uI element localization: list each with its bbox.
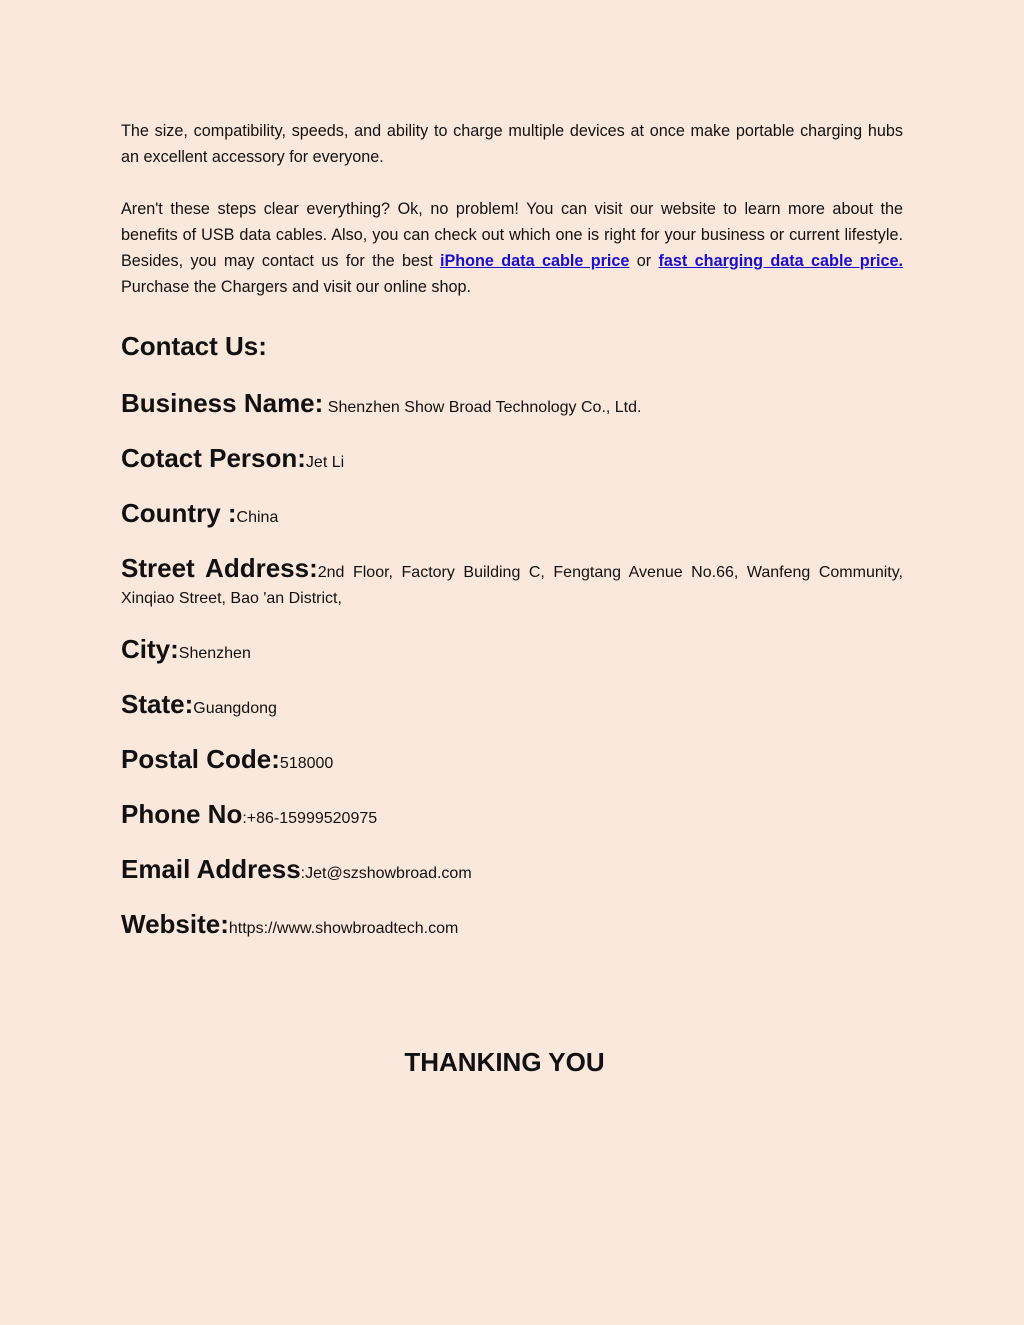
postal-code-field	[121, 742, 903, 777]
country-value: China	[236, 509, 279, 526]
phone-field	[121, 797, 903, 832]
state-value: Guangdong	[193, 700, 277, 717]
fast-charging-cable-price-link[interactable]: fast charging data cable price.	[658, 252, 903, 270]
street-address-field	[121, 551, 903, 612]
city-label: City:	[121, 634, 179, 664]
website-value: https://www.showbroadtech.com	[228, 920, 459, 937]
state-field	[121, 687, 903, 722]
intro-paragraph: The size, compatibility, speeds, and ability to charge multiple devices at once make portable charging hubs an excellent accessory for everyone.	[121, 122, 903, 166]
email-label: Email Address	[121, 854, 301, 884]
website-label: Website:	[121, 909, 229, 939]
contact-us-heading: Contact Us:	[121, 331, 267, 361]
city-field	[121, 632, 903, 667]
email-field	[121, 852, 903, 887]
postal-code-label: Postal Code:	[121, 744, 280, 774]
country-field	[121, 496, 903, 531]
thanking-you-heading: THANKING YOU	[404, 1047, 605, 1077]
phone-value: :+86-15999520975	[242, 810, 378, 827]
contact-paragraph	[121, 196, 903, 300]
website-field	[121, 907, 903, 942]
contact-person-value: Jet Li	[305, 454, 345, 471]
business-name-field	[121, 386, 903, 421]
street-address-label: Street Address:	[121, 553, 318, 583]
street-address-value: 2nd Floor, Factory Building C, Fengtang Avenue No.66, Wanfeng Community, Xinqiao Street, Bao 'an District,	[121, 564, 903, 607]
business-name-label: Business Name:	[121, 388, 324, 418]
contact-paragraph-text: Aren't these steps clear everything? Ok, no problem! You can visit our website to learn more about the benefits of USB data cables. Also, you can check out which one is right for your business or current lifestyle. Besides, you may contact us for the best	[121, 200, 903, 270]
phone-label: Phone No	[121, 799, 243, 829]
country-label: Country :	[121, 498, 237, 528]
postal-code-value: 518000	[279, 755, 334, 772]
state-label: State:	[121, 689, 194, 719]
city-value: Shenzhen	[178, 645, 251, 662]
contact-paragraph-tail: Purchase the Chargers and visit our online shop.	[121, 278, 472, 296]
contact-person-field	[121, 441, 903, 476]
contact-person-label: Cotact Person:	[121, 443, 306, 473]
iphone-cable-price-link[interactable]: iPhone data cable price	[439, 252, 630, 270]
business-name-value: Shenzhen Show Broad Technology Co., Ltd.	[327, 399, 642, 416]
email-value: :Jet@szshowbroad.com	[300, 865, 472, 882]
link-separator-text: or	[629, 252, 659, 270]
